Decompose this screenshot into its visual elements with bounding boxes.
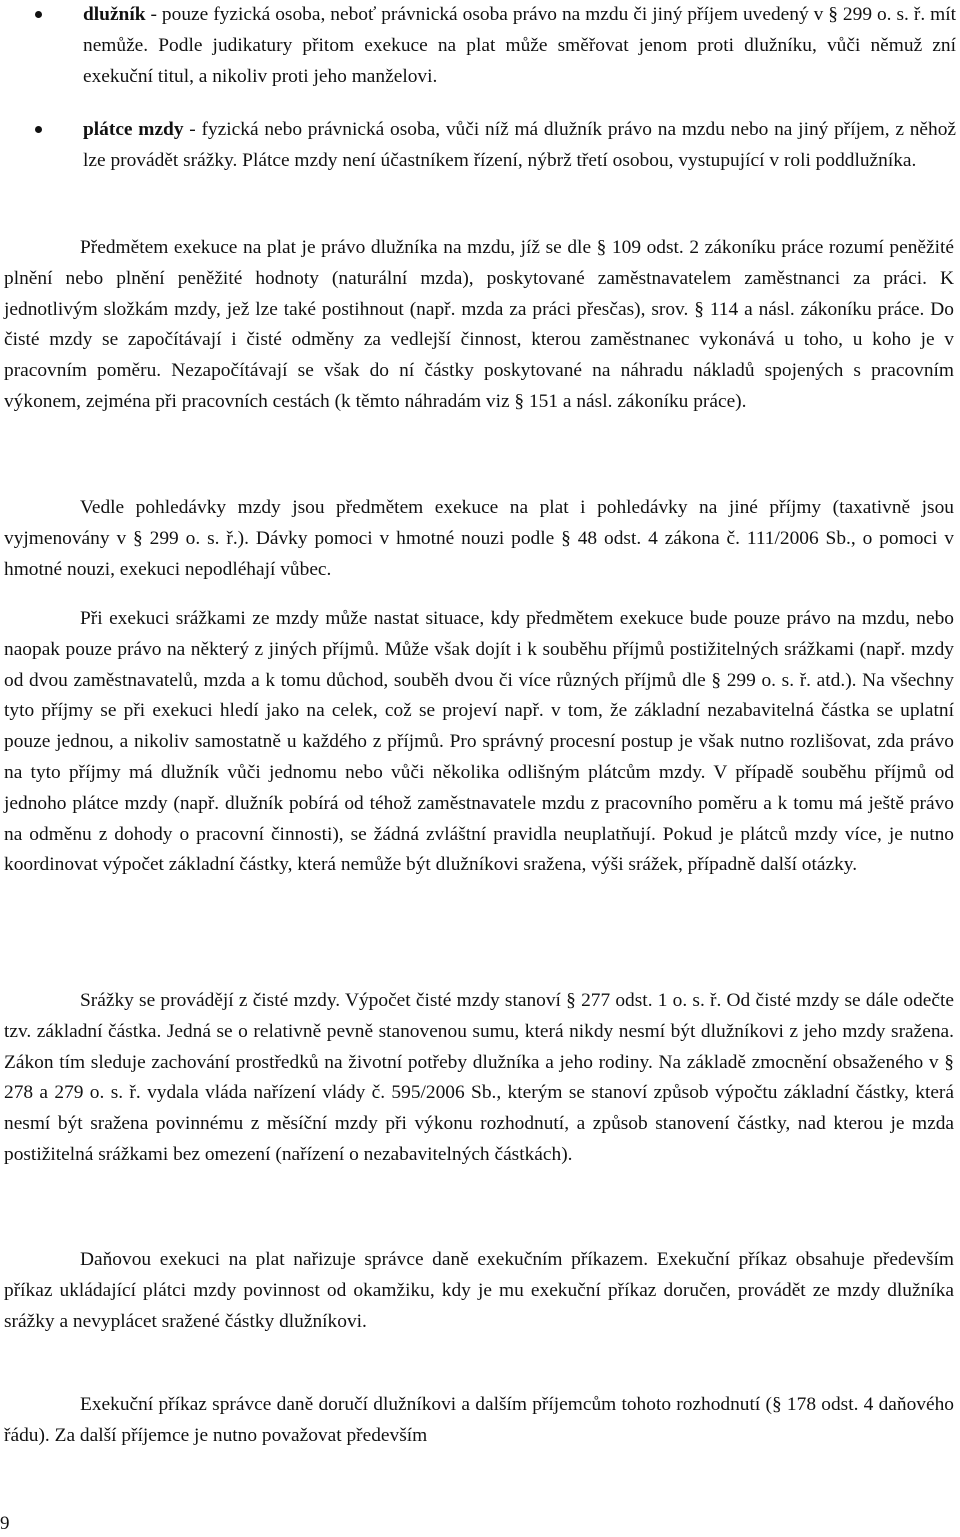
paragraph bbox=[4, 604, 954, 881]
paragraph bbox=[4, 233, 954, 418]
paragraph-text: Exekuční příkaz správce daně doručí dlužníkovi a dalším příjemcům tohoto rozhodnutí (§ 178 odst. 4 daňového řádu). Za další příjemce je nutno považovat především bbox=[4, 1394, 954, 1446]
paragraph-text: Předmětem exekuce na plat je právo dlužníka na mzdu, jíž se dle § 109 odst. 2 zákoníku práce rozumí peněžité plnění nebo plnění peněžité hodnoty (naturální mzda), poskytované zaměstnavatelem zaměstnanci za práci. K jednotlivým složkám mzdy, jež lze také postihnout (např. mzda za práci přesčas), srov. § 114 a násl. zákoníku práce. Do čisté mzdy se započítávají i čisté odměny za vedlejší činnost, kterou zaměstnanec vykonává u toho, u koho je v pracovním poměru. Nezapočítávají se však do ní částky poskytované na náhradu nákladů spojených s pracovním výkonem, zejména při pracovních cestách (k těmto náhradám viz § 151 a násl. zákoníku práce). bbox=[4, 237, 954, 412]
paragraph-text: Daňovou exekuci na plat nařizuje správce daně exekučním příkazem. Exekuční příkaz obsahuje především příkaz ukládající plátci mzdy povinnost od okamžiku, kdy je mu exekuční příkaz doručen, provádět ze mzdy dlužníka srážky a nevyplácet sražené částky dlužníkovi. bbox=[4, 1249, 954, 1332]
paragraph bbox=[4, 1390, 954, 1452]
paragraph-text: Srážky se provádějí z čisté mzdy. Výpočet čisté mzdy stanoví § 277 odst. 1 o. s. ř. Od čisté mzdy se dále odečte tzv. základní částka. Jedná se o relativně pevně stanovenou sumu, která nikdy nesmí být dlužníkovi z jeho mzdy sražena. Zákon tím sleduje zachování prostředků na životní potřeby dlužníka a jeho rodiny. Na základě zmocnění obsaženého v § 278 a 279 o. s. ř. vydala vláda nařízení vlády č. 595/2006 Sb., kterým se stanoví způsob výpočtu základní částky, která nesmí být sražena povinnému z měsíční mzdy při výkonu rozhodnutí, a způsob stanovení částky, nad kterou je mzda postižitelná srážkami bez omezení (nařízení o nezabavitelných částkách). bbox=[4, 990, 954, 1165]
paragraph bbox=[4, 493, 954, 585]
bullet-text: - fyzická nebo právnická osoba, vůči níž má dlužník právo na mzdu nebo na jiný příjem, z něhož lze provádět srážky. Plátce mzdy není účastníkem řízení, nýbrž třetí osobou, vystupující v roli poddlužníka. bbox=[83, 119, 957, 171]
bullet-dot-icon bbox=[35, 126, 42, 133]
page-number: 9 bbox=[0, 1513, 10, 1534]
bullet-term: plátce mzdy bbox=[83, 119, 184, 140]
bullet-text: - pouze fyzická osoba, neboť právnická osoba právo na mzdu či jiný příjem uvedený v § 299 o. s. ř. mít nemůže. Podle judikatury přitom exekuce na plat může směřovat jenom proti dlužníku, vůči němuž zní exekuční titul, a nikoliv proti jeho manželovi. bbox=[83, 4, 956, 87]
bullet-term: dlužník bbox=[83, 4, 146, 25]
paragraph-text: Vedle pohledávky mzdy jsou předmětem exekuce na plat i pohledávky na jiné příjmy (taxativně jsou vyjmenovány v § 299 o. s. ř.). Dávky pomoci v hmotné nouzi podle § 48 odst. 4 zákona č. 111/2006 Sb., o pomoci v hmotné nouzi, exekuci nepodléhají vůbec. bbox=[4, 497, 954, 580]
paragraph bbox=[4, 1245, 954, 1337]
bullet-item-dluznik bbox=[0, 0, 960, 92]
bullet-item-platce-mzdy bbox=[0, 115, 960, 177]
paragraph-text: Při exekuci srážkami ze mzdy může nastat situace, kdy předmětem exekuce bude pouze právo na mzdu, nebo naopak pouze právo na některý z jiných příjmů. Může však dojít i k souběhu příjmů postižitelných srážkami (např. mzdy od dvou zaměstnavatelů, mzda a k tomu důchod, souběh dvou či více různých příjmů dle § 299 o. s. ř. atd.). Na všechny tyto příjmy se při exekuci hledí jako na celek, což se projeví např. v tom, že základní nezabavitelná částka se uplatní pouze jednou, a nikoliv samostatně u každého z příjmů. Pro správný procesní postup je však nutno rozlišovat, zda právo na tyto příjmy má dlužník vůči jednomu nebo vůči několika odlišným plátcům mzdy. V případě souběhu příjmů od jednoho plátce mzdy (např. dlužník pobírá od téhož zaměstnavatele mzdu z pracovního poměru a k tomu má ještě právo na odměnu z dohody o pracovní činnosti), se žádná zvláštní pravidla neuplatňují. Pokud je plátců mzdy více, je nutno koordinovat výpočet základní částky, která nemůže být dlužníkovi sražena, výši srážek, případně další otázky. bbox=[4, 608, 954, 876]
bullet-dot-icon bbox=[35, 11, 42, 18]
paragraph bbox=[4, 986, 954, 1171]
